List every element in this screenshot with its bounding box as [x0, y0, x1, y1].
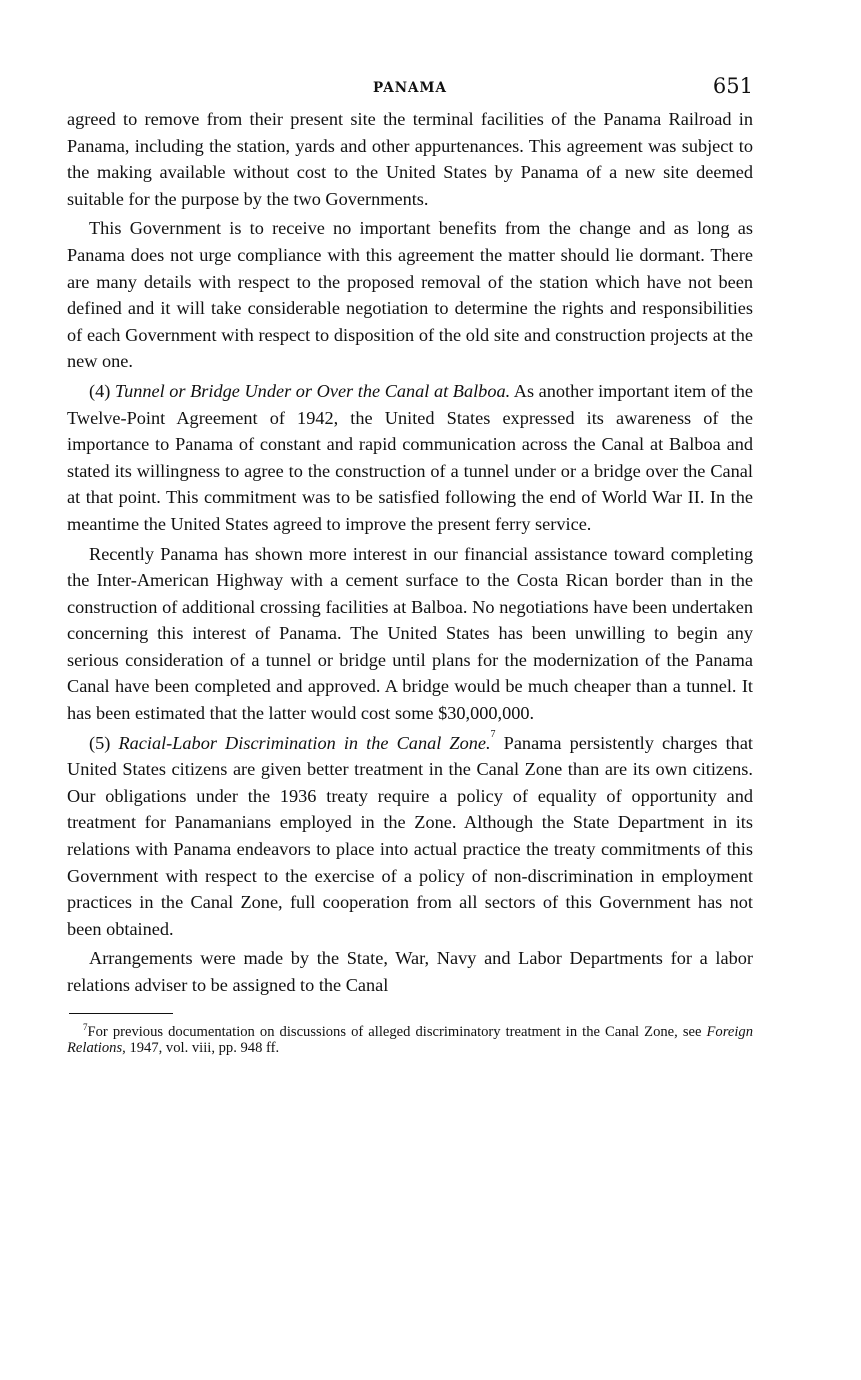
footnote	[67, 1021, 753, 1056]
footnote-marker: 7	[83, 1021, 88, 1032]
paragraph-text: agreed to remove from their present site the terminal facilities of the Panama Railroad in Panama, including the station, yards and other appurtenances. This agreement was subject to the making available without cost to the United States by Panama of a new site deemed suitable for the purpose by the two Governments.	[67, 109, 753, 209]
section-number: (4)	[89, 380, 111, 401]
running-title: PANAMA	[373, 80, 447, 96]
page-number: 651	[712, 74, 753, 98]
paragraph	[67, 945, 753, 998]
section-number: (5)	[89, 732, 111, 753]
paragraph-text: Recently Panama has shown more interest in our financial assistance toward completing the Inter-American Highway with a cement surface to the Costa Rican border than in the construction of additional crossing facilities at Balboa. No negotiations have been undertaken concerning this interest of Panama. The United States has been unwilling to begin any serious consideration of a tunnel or bridge until plans for the modernization of the Panama Canal have been completed and approved. A bridge would be much cheaper than a tunnel. It has been estimated that the latter would cost some $30,000,000.	[67, 543, 753, 724]
paragraph-continuation	[67, 106, 753, 212]
footnote-divider	[69, 1013, 173, 1014]
paragraph-text: Panama persistently charges that United States citizens are given better treatment in the Canal Zone than are its own citizens. Our obligations under the 1936 treaty require a policy of equality of opportunity and treatment for Panamanians employed in the Zone. Although the State Department in its relations with Panama endeavors to place into actual practice the treaty commitments of this Government with respect to the exercise of a policy of non-discrimination in employment practices in the Canal Zone, full cooperation from all sectors of this Government has not been obtained.	[67, 732, 754, 939]
paragraph-text: Arrangements were made by the State, War, Navy and Labor Departments for a labor relations adviser to be assigned to the Canal	[67, 948, 753, 995]
footnote-text: For previous documentation on discussions of alleged discriminatory treatment in the Canal Zone, see	[87, 1023, 707, 1040]
footnote-text-end: , 1947, vol. viii, pp. 948 ff.	[122, 1039, 280, 1056]
section-heading: Racial-Labor Discrimination in the Canal Zone.	[118, 732, 491, 753]
footnote-reference: 7	[490, 728, 496, 740]
footnote-source-title: Foreign Relations	[67, 1023, 753, 1056]
paragraph-text: This Government is to receive no important benefits from the change and as long as Panama does not urge compliance with this agreement the matter should lie dormant. There are many details with respect to the proposed removal of the station which have not been defined and it will take considerable negotiation to determine the rights and responsibilities of each Government with respect to disposition of the old site and construction projects at the new one.	[67, 218, 753, 372]
section-paragraph-5	[67, 730, 753, 943]
section-heading: Tunnel or Bridge Under or Over the Canal at Balboa.	[114, 380, 511, 401]
section-paragraph-4	[67, 378, 753, 538]
paragraph-text: As another important item of the Twelve-Point Agreement of 1942, the United States expressed its awareness of the importance to Panama of constant and rapid communication across the Canal at Balboa and stated its willingness to agree to the construction of a tunnel under or a bridge over the Canal at that point. This commitment was to be satisfied following the end of World War II. In the meantime the United States agreed to improve the present ferry service.	[67, 380, 753, 534]
running-head	[67, 74, 753, 106]
document-page	[67, 74, 753, 1364]
paragraph	[67, 215, 753, 375]
paragraph	[67, 541, 753, 727]
body-text	[67, 106, 753, 999]
